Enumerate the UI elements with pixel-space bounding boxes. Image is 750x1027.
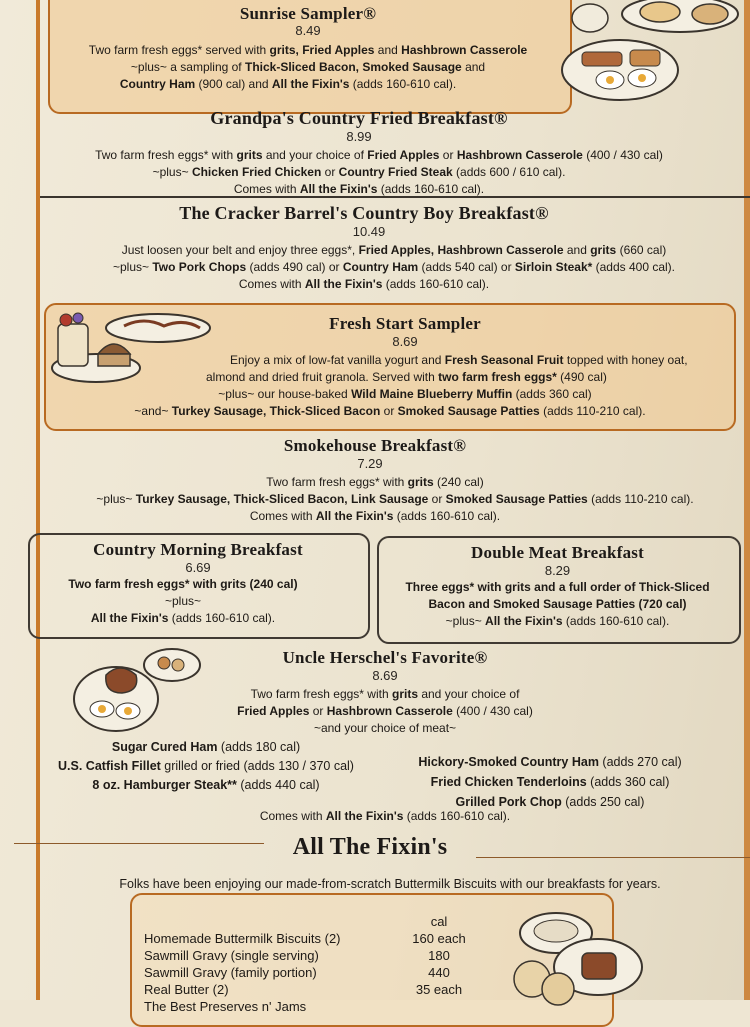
fixins-biscuits-illustration (498, 905, 648, 1000)
fresh-start-title: Fresh Start Sampler (329, 314, 481, 333)
fixins-item: Sawmill Gravy (family portion) (144, 965, 317, 980)
fixins-item: Homemade Buttermilk Biscuits (2) (144, 931, 341, 946)
double-meat-line-3: ~plus~ All the Fixin's (adds 160-610 cal). (445, 614, 670, 628)
fixins-item: Real Butter (2) (144, 982, 229, 997)
sunrise-line-2: ~plus~ a sampling of Thick-Sliced Bacon, Smoked Sausage and (130, 60, 486, 74)
uncle-herschel-section (40, 648, 750, 737)
country-boy-line-1: Just loosen your belt and enjoy three eggs*, Fried Apples, Hashbrown Casserole and grits (660 cal) (121, 243, 667, 257)
country-morning-line-2: ~plus~ (164, 594, 202, 608)
fixins-row (144, 964, 474, 981)
fixins-header-row (144, 913, 474, 930)
uncle-herschel-footer: Comes with All the Fixin's (adds 160-610 cal). (259, 809, 511, 823)
fixins-cal-header: cal (430, 914, 448, 929)
country-morning-title: Country Morning Breakfast (93, 540, 303, 559)
double-meat-line-2: Bacon and Smoked Sausage Patties (720 cal) (428, 597, 687, 611)
sunrise-sampler-price: 8.49 (295, 23, 321, 38)
meat-choices-left (36, 738, 376, 795)
sunrise-sampler-section (52, 4, 564, 93)
meat-choice-chicken-tenderloins: Fried Chicken Tenderloins (adds 360 cal) (430, 775, 670, 789)
fixins-cal: 35 each (415, 982, 463, 997)
grandpas-title: Grandpa's Country Fried Breakfast® (210, 108, 508, 128)
sunrise-sampler-title: Sunrise Sampler® (239, 4, 377, 23)
grandpas-line-1: Two farm fresh eggs* with grits and your choice of Fried Apples or Hashbrown Casserole (400 / 430 cal) (95, 148, 663, 162)
grandpas-price: 8.99 (346, 129, 372, 144)
meat-choice-pork-chop: Grilled Pork Chop (adds 250 cal) (455, 795, 645, 809)
uncle-herschel-price: 8.69 (372, 668, 398, 683)
fixins-row (144, 930, 474, 947)
double-meat-title: Double Meat Breakfast (471, 543, 644, 562)
double-meat-section (380, 543, 735, 630)
fixins-cal (404, 998, 474, 1015)
country-morning-line-1: Two farm fresh eggs* with grits (240 cal) (68, 577, 298, 591)
fixins-rule-left (14, 843, 264, 844)
double-meat-price: 8.29 (544, 563, 571, 578)
fixins-row (144, 998, 474, 1015)
smokehouse-line-1: Two farm fresh eggs* with grits (240 cal) (266, 475, 484, 489)
meat-choice-sugar-cured-ham: Sugar Cured Ham (adds 180 cal) (111, 740, 301, 754)
fresh-start-line-3: ~plus~ our house-baked Wild Maine Blueberry Muffin (adds 360 cal) (218, 387, 592, 401)
smokehouse-section (40, 436, 750, 525)
sunrise-line-3: Country Ham (900 cal) and All the Fixin's (adds 160-610 cal). (119, 77, 457, 91)
grandpas-line-3: Comes with All the Fixin's (adds 160-610 cal). (233, 182, 485, 196)
fixins-table (144, 913, 474, 1015)
double-meat-line-1: Three eggs* with grits and a full order of Thick-Sliced (405, 580, 710, 594)
uncle-herschel-title: Uncle Herschel's Favorite® (282, 648, 488, 667)
sunrise-plate-illustration (560, 0, 750, 108)
meat-choice-catfish: U.S. Catfish Fillet grilled or fried (adds 130 / 370 cal) (58, 759, 354, 773)
grandpas-section (44, 108, 744, 198)
country-morning-line-3: All the Fixin's (adds 160-610 cal). (90, 611, 276, 625)
country-boy-line-3: Comes with All the Fixin's (adds 160-610 cal). (238, 277, 490, 291)
fixins-cal: 180 (428, 948, 450, 963)
country-boy-line-2: ~plus~ Two Pork Chops (adds 490 cal) or Country Ham (adds 540 cal) or Sirloin Steak* (adds 400 cal). (112, 260, 676, 274)
fixins-cal: 440 (428, 965, 450, 980)
country-morning-section (30, 540, 366, 627)
meat-choice-country-ham: Hickory-Smoked Country Ham (adds 270 cal) (418, 755, 682, 769)
fixins-cal: 160 each (412, 931, 466, 946)
meat-choices-right (390, 752, 710, 812)
fixins-row (144, 947, 474, 964)
uncle-herschel-line-2: Fried Apples or Hashbrown Casserole (400 / 430 cal) (237, 704, 533, 718)
fresh-start-price: 8.69 (392, 334, 418, 349)
smokehouse-price: 7.29 (357, 456, 383, 471)
fixins-item: Sawmill Gravy (single serving) (144, 948, 319, 963)
fresh-start-line-2: almond and dried fruit granola. Served with two farm fresh eggs* (490 cal) (206, 370, 607, 384)
grandpas-line-2: ~plus~ Chicken Fried Chicken or Country Fried Steak (adds 600 / 610 cal). (152, 165, 566, 179)
smokehouse-title: Smokehouse Breakfast® (283, 436, 467, 455)
fresh-start-line-1: Enjoy a mix of low-fat vanilla yogurt and Fresh Seasonal Fruit topped with honey oat, (230, 353, 688, 367)
country-boy-section (44, 203, 744, 293)
smokehouse-line-3: Comes with All the Fixin's (adds 160-610 cal). (249, 509, 501, 523)
fixins-row (144, 981, 474, 998)
country-boy-price: 10.49 (352, 224, 386, 239)
country-morning-price: 6.69 (185, 560, 211, 575)
meat-choice-hamburger-steak: 8 oz. Hamburger Steak** (adds 440 cal) (92, 778, 320, 792)
fixins-item: The Best Preserves n' Jams (144, 999, 307, 1014)
uncle-herschel-line-3: ~and your choice of meat~ (313, 721, 457, 735)
fixins-intro: Folks have been enjoying our made-from-scratch Buttermilk Biscuits with our breakfasts for years. (119, 877, 661, 891)
country-boy-title: The Cracker Barrel's Country Boy Breakfast® (179, 203, 549, 223)
fresh-start-section (40, 314, 740, 420)
fixins-rule-right (476, 857, 750, 858)
section-divider-1 (40, 196, 750, 198)
smokehouse-line-2: ~plus~ Turkey Sausage, Thick-Sliced Bacon, Link Sausage or Smoked Sausage Patties (adds 110-210 cal). (96, 492, 694, 506)
uncle-herschel-line-1: Two farm fresh eggs* with grits and your choice of (250, 687, 520, 701)
fresh-start-line-4: ~and~ Turkey Sausage, Thick-Sliced Bacon or Smoked Sausage Patties (adds 110-210 cal). (134, 404, 646, 418)
fixins-title: All The Fixin's (292, 834, 448, 860)
sunrise-line-1: Two farm fresh eggs* served with grits, Fried Apples and Hashbrown Casserole (88, 43, 528, 57)
